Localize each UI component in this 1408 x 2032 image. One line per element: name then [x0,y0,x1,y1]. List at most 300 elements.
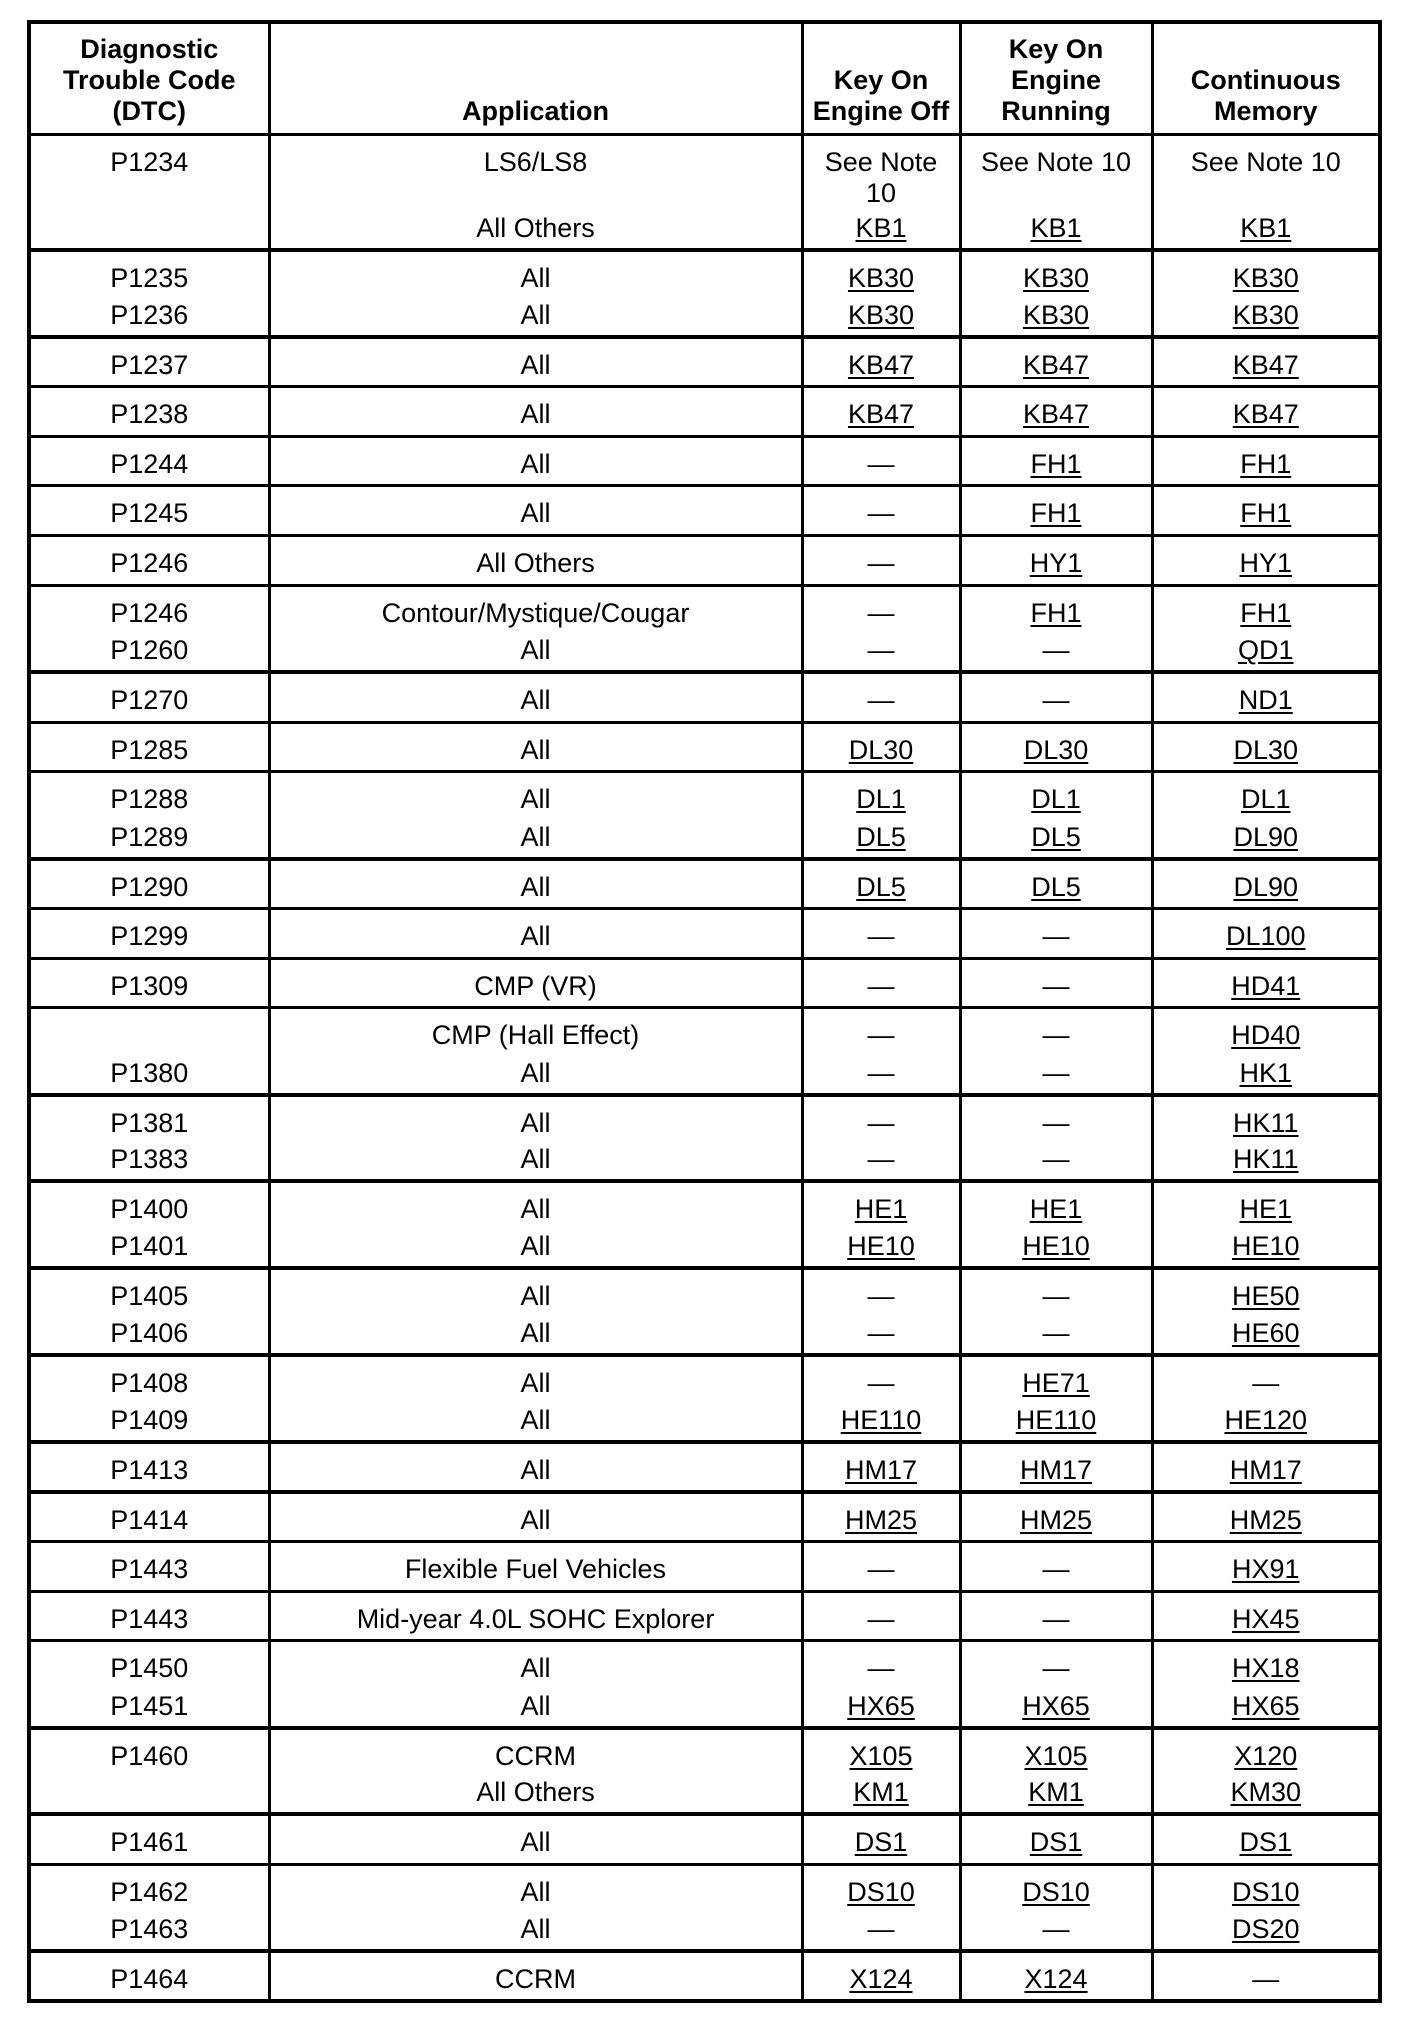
reference-link[interactable]: KB30 [1232,262,1299,293]
reference-link[interactable]: FH1 [1030,597,1082,628]
reference-link[interactable]: HX91 [1231,1553,1300,1584]
cell-text: — [867,685,895,716]
cell-text: P1409 [110,1404,189,1435]
header-continuous-memory: Continuous Memory [1152,22,1380,134]
reference-link[interactable]: HX45 [1231,1603,1300,1634]
cell-text: — [867,920,895,951]
reference-link[interactable]: X124 [849,1963,913,1994]
reference-link[interactable]: DL1 [1031,784,1081,815]
cell-text: All [520,349,551,380]
reference-link[interactable]: HE10 [1231,1231,1300,1262]
cell-text: All [520,1913,551,1944]
key-on-engine-running-cell [960,1058,1152,1095]
reference-link[interactable]: DL5 [856,821,906,852]
continuous-memory-cell [1152,1591,1380,1641]
cell-text: P1237 [110,349,189,380]
reference-link[interactable]: DL30 [848,734,914,765]
reference-link[interactable]: KB1 [1030,212,1082,243]
cell-text: All [520,1827,551,1858]
cell-text: — [867,548,895,579]
reference-link[interactable]: DS10 [1231,1876,1300,1907]
cell-text: All [520,1317,551,1348]
reference-link[interactable]: HD41 [1231,970,1301,1001]
cell-text: P1443 [110,1603,189,1634]
key-on-engine-running-cell [960,1591,1152,1641]
cell-text: All Others [476,548,595,579]
reference-link[interactable]: DS1 [854,1827,908,1858]
dtc-code-cell [29,1541,269,1591]
cell-text: — [867,1653,895,1684]
application-cell [269,1814,802,1864]
dtc-code-cell [29,722,269,772]
continuous-memory-cell [1152,1144,1380,1181]
cell-text: P1401 [110,1231,189,1262]
reference-link[interactable]: HX65 [1022,1690,1090,1721]
reference-link[interactable]: KB47 [1022,398,1090,429]
key-on-engine-off-cell [802,1405,960,1442]
cell-text: CMP (Hall Effect) [431,1020,640,1051]
table-row [29,1231,1380,1268]
cell-text: — [867,1913,895,1944]
table-row [29,536,1380,586]
application-cell [269,1864,802,1914]
application-cell [269,1405,802,1442]
cell-text: P1260 [110,635,189,666]
reference-link[interactable]: DL90 [1233,871,1299,902]
reference-link[interactable]: KB30 [1232,299,1299,330]
cell-text: See Note 10 [1190,146,1341,177]
table-row [29,1691,1380,1728]
cell-text: P1381 [110,1107,189,1138]
reference-link[interactable]: ND1 [1238,685,1293,716]
reference-link[interactable]: KB30 [1022,299,1090,330]
reference-link[interactable]: DS1 [1239,1827,1293,1858]
cell-text: All [520,635,551,666]
reference-link[interactable]: KM1 [853,1777,909,1808]
key-on-engine-running-cell [960,722,1152,772]
continuous-memory-cell [1152,1814,1380,1864]
key-on-engine-off-cell [802,822,960,859]
reference-link[interactable]: HD40 [1231,1020,1301,1051]
continuous-memory-cell [1152,536,1380,586]
reference-link[interactable]: HE110 [840,1404,922,1435]
dtc-code-cell [29,1355,269,1405]
reference-link[interactable]: HE50 [1231,1281,1300,1312]
cell-text: P1290 [110,871,189,902]
reference-link[interactable]: KM1 [1028,1777,1084,1808]
cell-text: All [520,1367,551,1398]
reference-link[interactable]: DL5 [856,871,906,902]
dtc-code-cell [29,958,269,1008]
cell-text: P1406 [110,1317,189,1348]
application-cell [269,1914,802,1951]
table-row [29,635,1380,672]
reference-link[interactable]: KB47 [847,349,915,380]
application-cell [269,1442,802,1492]
key-on-engine-off-cell [802,1814,960,1864]
reference-link[interactable]: HE1 [1029,1194,1083,1225]
dtc-code-cell [29,213,269,250]
continuous-memory-cell [1152,635,1380,672]
reference-link[interactable]: KM30 [1230,1777,1302,1808]
application-cell [269,337,802,387]
key-on-engine-off-cell [802,1914,960,1951]
reference-link[interactable]: HE1 [1239,1194,1293,1225]
cell-text: — [867,1144,895,1175]
key-on-engine-running-cell [960,386,1152,436]
dtc-code-cell [29,436,269,486]
application-cell [269,1951,802,2001]
dtc-code-cell [29,486,269,536]
continuous-memory-cell [1152,772,1380,822]
cell-text: CCRM [495,1963,576,1994]
key-on-engine-off-cell [802,1318,960,1355]
key-on-engine-off-cell [802,213,960,250]
reference-link[interactable]: HY1 [1029,548,1083,579]
reference-link[interactable]: KB1 [855,212,907,243]
application-cell [269,1318,802,1355]
table-row [29,1864,1380,1914]
cell-text: All [520,1653,551,1684]
header-code: Diagnostic Trouble Code (DTC) [29,22,269,134]
dtc-code-cell [29,1181,269,1231]
key-on-engine-off-cell [802,1442,960,1492]
cell-text: P1380 [110,1057,189,1088]
cell-text: — [1042,1107,1070,1138]
reference-link[interactable]: HY1 [1239,548,1293,579]
continuous-memory-cell [1152,1541,1380,1591]
reference-link[interactable]: HE120 [1224,1404,1308,1435]
application-cell [269,213,802,250]
reference-link[interactable]: HM25 [1229,1504,1302,1535]
cell-text: All [520,1231,551,1262]
key-on-engine-off-cell [802,1641,960,1691]
table-row [29,1095,1380,1145]
dtc-code-cell [29,536,269,586]
key-on-engine-off-cell [802,1144,960,1181]
cell-text: P1463 [110,1913,189,1944]
cell-text: All Others [476,1777,595,1808]
table-row [29,1144,1380,1181]
dtc-code-cell [29,1058,269,1095]
reference-link[interactable]: HK11 [1232,1107,1299,1138]
key-on-engine-off-cell [802,1777,960,1814]
application-cell [269,1728,802,1778]
cell-text: — [867,970,895,1001]
cell-text: All [520,1107,551,1138]
cell-text: P1234 [110,146,189,177]
table-row [29,250,1380,300]
dtc-code-cell [29,1914,269,1951]
reference-link[interactable]: DL5 [1031,821,1081,852]
table-row [29,1641,1380,1691]
reference-link[interactable]: DS10 [1022,1876,1090,1907]
application-cell [269,1691,802,1728]
application-cell [269,1008,802,1058]
continuous-memory-cell [1152,1728,1380,1778]
cell-text: All [520,398,551,429]
reference-link[interactable]: HX65 [847,1690,915,1721]
reference-link[interactable]: HX65 [1231,1690,1300,1721]
continuous-memory-cell [1152,1268,1380,1318]
reference-link[interactable]: HK1 [1239,1057,1293,1088]
application-cell [269,772,802,822]
key-on-engine-running-cell [960,1541,1152,1591]
cell-text: — [1042,920,1070,951]
dtc-code-cell [29,672,269,722]
reference-link[interactable]: HE10 [847,1231,915,1262]
key-on-engine-running-cell [960,859,1152,909]
cell-text: — [1042,1653,1070,1684]
continuous-memory-cell [1152,585,1380,635]
reference-link[interactable]: HK11 [1232,1144,1299,1175]
continuous-memory-cell [1152,1951,1380,2001]
reference-link[interactable]: X105 [849,1740,913,1771]
key-on-engine-off-cell [802,1231,960,1268]
dtc-code-cell [29,250,269,300]
application-cell [269,300,802,337]
application-cell [269,536,802,586]
reference-link[interactable]: HE1 [854,1194,908,1225]
key-on-engine-off-cell [802,1008,960,1058]
reference-link[interactable]: DL30 [1023,734,1089,765]
table-row [29,486,1380,536]
cell-text: CMP (VR) [474,970,597,1001]
dtc-code-cell [29,300,269,337]
reference-link[interactable]: X105 [1024,1740,1088,1771]
dtc-code-cell [29,635,269,672]
reference-link[interactable]: DL5 [1031,871,1081,902]
reference-link[interactable]: DS1 [1029,1827,1083,1858]
key-on-engine-off-cell [802,134,960,213]
table-row [29,1914,1380,1951]
reference-link[interactable]: DS10 [847,1876,915,1907]
cell-text: P1245 [110,498,189,529]
key-on-engine-off-cell [802,1864,960,1914]
reference-link[interactable]: FH1 [1030,498,1082,529]
key-on-engine-off-cell [802,1095,960,1145]
table-row [29,1591,1380,1641]
key-on-engine-running-cell [960,536,1152,586]
cell-text: All [520,1504,551,1535]
table-row [29,1405,1380,1442]
continuous-memory-cell [1152,386,1380,436]
continuous-memory-cell [1152,134,1380,213]
dtc-code-cell [29,1231,269,1268]
cell-text: — [867,1317,895,1348]
reference-link[interactable]: KB47 [1232,349,1299,380]
key-on-engine-off-cell [802,1268,960,1318]
reference-link[interactable]: HE60 [1231,1317,1300,1348]
application-cell [269,822,802,859]
continuous-memory-cell [1152,1058,1380,1095]
cell-text: — [867,1553,895,1584]
reference-link[interactable]: QD1 [1237,635,1294,666]
reference-link[interactable]: KB1 [1240,212,1292,243]
table-row [29,1492,1380,1542]
cell-text: All [520,262,551,293]
key-on-engine-off-cell [802,1058,960,1095]
key-on-engine-off-cell [802,1728,960,1778]
cell-text: P1464 [110,1963,189,1994]
reference-link[interactable]: HM25 [844,1504,918,1535]
key-on-engine-running-cell [960,908,1152,958]
continuous-memory-cell [1152,1181,1380,1231]
table-row [29,672,1380,722]
dtc-code-cell [29,1318,269,1355]
dtc-table [27,20,1382,2003]
application-cell [269,1492,802,1542]
dtc-code-cell [29,1095,269,1145]
continuous-memory-cell [1152,1691,1380,1728]
table-row [29,1318,1380,1355]
reference-link[interactable]: X120 [1234,1740,1298,1771]
reference-link[interactable]: FH1 [1240,448,1292,479]
application-cell [269,585,802,635]
reference-link[interactable]: HM17 [1019,1454,1093,1485]
reference-link[interactable]: X124 [1024,1963,1088,1994]
key-on-engine-off-cell [802,436,960,486]
continuous-memory-cell [1152,486,1380,536]
application-cell [269,1095,802,1145]
reference-link[interactable]: HE71 [1022,1367,1090,1398]
reference-link[interactable]: FH1 [1030,448,1082,479]
cell-text: P1285 [110,734,189,765]
key-on-engine-running-cell [960,1777,1152,1814]
key-on-engine-off-cell [802,1355,960,1405]
application-cell [269,1777,802,1814]
header-key-on-engine-off: Key On Engine Off [802,22,960,134]
cell-text: All [520,299,551,330]
reference-link[interactable]: FH1 [1240,498,1292,529]
cell-text: P1414 [110,1504,189,1535]
dtc-code-cell [29,1864,269,1914]
reference-link[interactable]: DL30 [1233,734,1299,765]
continuous-memory-cell [1152,722,1380,772]
reference-link[interactable]: HM17 [1229,1454,1302,1485]
cell-text: — [1042,1057,1070,1088]
reference-link[interactable]: DL100 [1225,920,1306,951]
cell-text: See Note 10 [980,146,1132,177]
reference-link[interactable]: DL90 [1233,821,1299,852]
key-on-engine-running-cell [960,1144,1152,1181]
table-row [29,958,1380,1008]
reference-link[interactable]: KB47 [1232,398,1299,429]
key-on-engine-running-cell [960,1814,1152,1864]
cell-text: P1238 [110,398,189,429]
key-on-engine-running-cell [960,300,1152,337]
application-cell [269,722,802,772]
table-row [29,300,1380,337]
reference-link[interactable]: KB47 [1022,349,1090,380]
table-row [29,1951,1380,2001]
cell-text: All [520,1057,551,1088]
key-on-engine-running-cell [960,585,1152,635]
cell-text: — [867,1020,895,1051]
key-on-engine-running-cell [960,1951,1152,2001]
key-on-engine-off-cell [802,1541,960,1591]
key-on-engine-off-cell [802,635,960,672]
table-row [29,1442,1380,1492]
reference-link[interactable]: HM17 [844,1454,918,1485]
dtc-code-cell [29,1728,269,1778]
dtc-code-cell [29,1144,269,1181]
key-on-engine-running-cell [960,1914,1152,1951]
cell-text: P1244 [110,448,189,479]
application-cell [269,635,802,672]
continuous-memory-cell [1152,213,1380,250]
header-row [29,22,1380,134]
cell-text: LS6/LS8 [483,146,588,177]
reference-link[interactable]: KB30 [1022,262,1090,293]
dtc-code-cell [29,386,269,436]
key-on-engine-running-cell [960,1641,1152,1691]
continuous-memory-cell [1152,1914,1380,1951]
table-row [29,1541,1380,1591]
reference-link[interactable]: KB30 [847,262,915,293]
application-cell [269,1144,802,1181]
cell-text: — [867,1057,895,1088]
cell-text: All [520,1876,551,1907]
cell-text: — [867,635,895,666]
dtc-code-cell [29,1442,269,1492]
reference-link[interactable]: HX18 [1231,1653,1300,1684]
continuous-memory-cell [1152,908,1380,958]
cell-text: CCRM [495,1740,576,1771]
cell-text: Mid-year 4.0L SOHC Explorer [356,1603,715,1634]
reference-link[interactable]: DL1 [856,784,906,815]
cell-text: All [520,784,551,815]
cell-text: — [1042,1317,1070,1348]
application-cell [269,386,802,436]
dtc-code-cell [29,585,269,635]
continuous-memory-cell [1152,436,1380,486]
cell-text: — [867,448,895,479]
key-on-engine-off-cell [802,859,960,909]
header-application: Application [269,22,802,134]
cell-text: P1443 [110,1553,189,1584]
cell-text: — [867,597,895,628]
table-row [29,1777,1380,1814]
key-on-engine-running-cell [960,822,1152,859]
key-on-engine-running-cell [960,1864,1152,1914]
reference-link[interactable]: KB30 [847,299,915,330]
cell-text: — [1042,1913,1070,1944]
key-on-engine-running-cell [960,134,1152,213]
reference-link[interactable]: HE110 [1015,1404,1097,1435]
dtc-code-cell [29,1492,269,1542]
reference-link[interactable]: DS20 [1231,1913,1300,1944]
key-on-engine-running-cell [960,1231,1152,1268]
table-row [29,859,1380,909]
cell-text: P1413 [110,1454,189,1485]
reference-link[interactable]: KB47 [847,398,915,429]
reference-link[interactable]: FH1 [1240,597,1292,628]
reference-link[interactable]: HE10 [1022,1231,1090,1262]
reference-link[interactable]: HM25 [1019,1504,1093,1535]
continuous-memory-cell [1152,1008,1380,1058]
cell-text: All Others [476,212,595,243]
cell-text: — [1042,1020,1070,1051]
cell-text: P1460 [110,1740,189,1771]
cell-text: — [867,1281,895,1312]
table-row [29,1728,1380,1778]
cell-text: — [1042,970,1070,1001]
table-row [29,822,1380,859]
reference-link[interactable]: DL1 [1240,784,1291,815]
application-cell [269,1181,802,1231]
cell-text: P1299 [110,920,189,951]
